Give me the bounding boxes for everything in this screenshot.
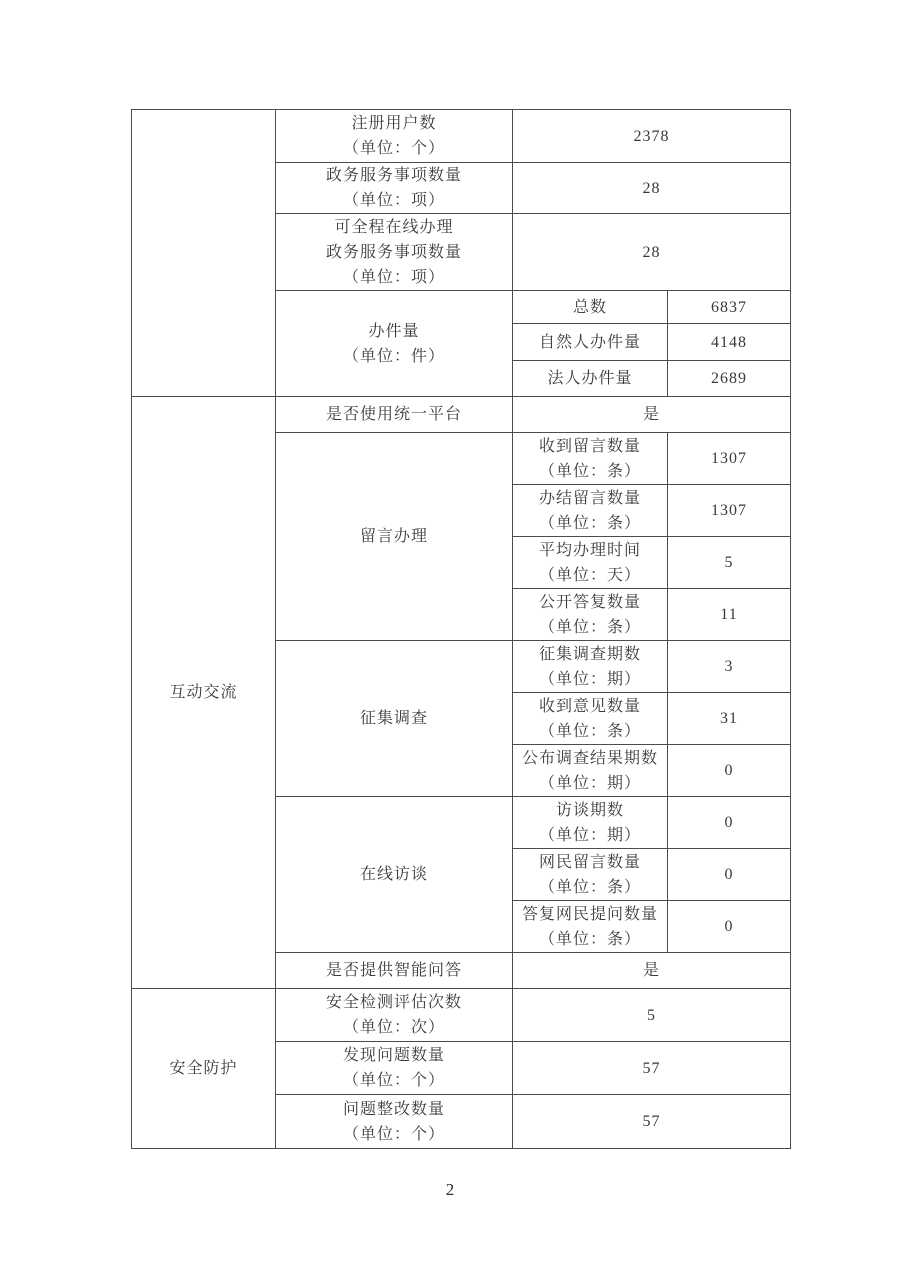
opinions-received-label-cell — [513, 693, 668, 745]
metric-unit: （单位：项） — [342, 268, 445, 286]
questions-answered-value: 0 — [668, 901, 791, 953]
metric-label: 注册用户数 — [351, 115, 437, 132]
category-cell-empty — [132, 110, 276, 397]
service-items-value: 28 — [513, 163, 791, 214]
metric-unit: （单位：条） — [538, 878, 641, 896]
metric-label: 政务服务事项数量 — [325, 167, 462, 184]
metric-label: 收到留言数量 — [538, 437, 641, 455]
metric-unit: （单位：期） — [538, 826, 641, 844]
case-total-label: 总数 — [513, 291, 668, 324]
metric-unit: （单位：个） — [342, 1125, 445, 1143]
problems-fixed-label-cell — [276, 1095, 513, 1149]
annual-report-table — [131, 109, 791, 1149]
public-replies-label-cell — [513, 589, 668, 641]
messages-resolved-value: 1307 — [668, 485, 791, 537]
survey-periods-label-cell — [513, 641, 668, 693]
metric-unit: （单位：天） — [538, 566, 641, 584]
metric-unit: （单位：项） — [342, 192, 445, 209]
smart-qa-value: 是 — [513, 953, 791, 989]
messages-received-value: 1307 — [668, 433, 791, 485]
problems-found-value: 57 — [513, 1042, 791, 1095]
metric-label: 公布调查结果期数 — [521, 749, 658, 767]
case-total-value: 6837 — [668, 291, 791, 324]
avg-handling-time-value: 5 — [668, 537, 791, 589]
metric-unit: （单位：条） — [538, 722, 641, 740]
category-cell-interaction: 互动交流 — [132, 397, 276, 989]
online-items-value: 28 — [513, 214, 791, 291]
service-items-label-cell — [276, 163, 513, 214]
registered-users-value: 2378 — [513, 110, 791, 163]
messages-resolved-label-cell — [513, 485, 668, 537]
online-items-label-cell — [276, 214, 513, 291]
metric-unit: （单位：个） — [342, 140, 445, 157]
metric-label: 平均办理时间 — [538, 541, 641, 559]
metric-label: 公开答复数量 — [538, 593, 641, 611]
questions-answered-label-cell — [513, 901, 668, 953]
interview-periods-label-cell — [513, 797, 668, 849]
survey-label-cell: 征集调查 — [276, 641, 513, 797]
case-volume-label-cell — [276, 291, 513, 397]
results-published-value: 0 — [668, 745, 791, 797]
metric-unit: （单位：期） — [538, 670, 641, 688]
metric-label: 办件量 — [368, 322, 420, 340]
case-legal-value: 2689 — [668, 361, 791, 397]
metric-label: 网民留言数量 — [538, 853, 641, 871]
problems-fixed-value: 57 — [513, 1095, 791, 1149]
public-replies-value: 11 — [668, 589, 791, 641]
category-cell-security: 安全防护 — [132, 989, 276, 1149]
metric-unit: （单位：件） — [342, 347, 445, 365]
metric-unit: （单位：条） — [538, 930, 641, 948]
registered-users-label-cell — [276, 110, 513, 163]
case-natural-value: 4148 — [668, 324, 791, 361]
table-row — [132, 110, 791, 163]
metric-unit: （单位：次） — [342, 1019, 445, 1036]
netizen-messages-label-cell — [513, 849, 668, 901]
interview-label-cell: 在线访谈 — [276, 797, 513, 953]
metric-label: 答复网民提问数量 — [521, 905, 658, 923]
metric-unit: （单位：个） — [342, 1072, 445, 1089]
table-row — [132, 397, 791, 433]
metric-unit: （单位：条） — [538, 462, 641, 480]
metric-label: 政务服务事项数量 — [325, 243, 462, 261]
survey-periods-value: 3 — [668, 641, 791, 693]
metric-label: 收到意见数量 — [538, 697, 641, 715]
case-legal-label: 法人办件量 — [513, 361, 668, 397]
unified-platform-label: 是否使用统一平台 — [276, 397, 513, 433]
netizen-messages-value: 0 — [668, 849, 791, 901]
metric-label: 访谈期数 — [555, 801, 624, 819]
smart-qa-label: 是否提供智能问答 — [276, 953, 513, 989]
table-row — [132, 989, 791, 1042]
metric-label: 征集调查期数 — [538, 645, 641, 663]
metric-label: 问题整改数量 — [342, 1100, 445, 1118]
metric-label: 办结留言数量 — [538, 489, 641, 507]
opinions-received-value: 31 — [668, 693, 791, 745]
security-assessments-label-cell — [276, 989, 513, 1042]
security-assessments-value: 5 — [513, 989, 791, 1042]
interview-periods-value: 0 — [668, 797, 791, 849]
results-published-label-cell — [513, 745, 668, 797]
metric-unit: （单位：条） — [538, 514, 641, 532]
unified-platform-value: 是 — [513, 397, 791, 433]
problems-found-label-cell — [276, 1042, 513, 1095]
message-handling-label-cell: 留言办理 — [276, 433, 513, 641]
metric-label: 安全检测评估次数 — [325, 994, 462, 1011]
case-natural-label: 自然人办件量 — [513, 324, 668, 361]
avg-handling-time-label-cell — [513, 537, 668, 589]
metric-label: 发现问题数量 — [342, 1047, 445, 1064]
metric-unit: （单位：期） — [538, 774, 641, 792]
messages-received-label-cell — [513, 433, 668, 485]
metric-unit: （单位：条） — [538, 618, 641, 636]
page-number: 2 — [445, 1180, 455, 1199]
metric-label: 可全程在线办理 — [334, 218, 454, 236]
